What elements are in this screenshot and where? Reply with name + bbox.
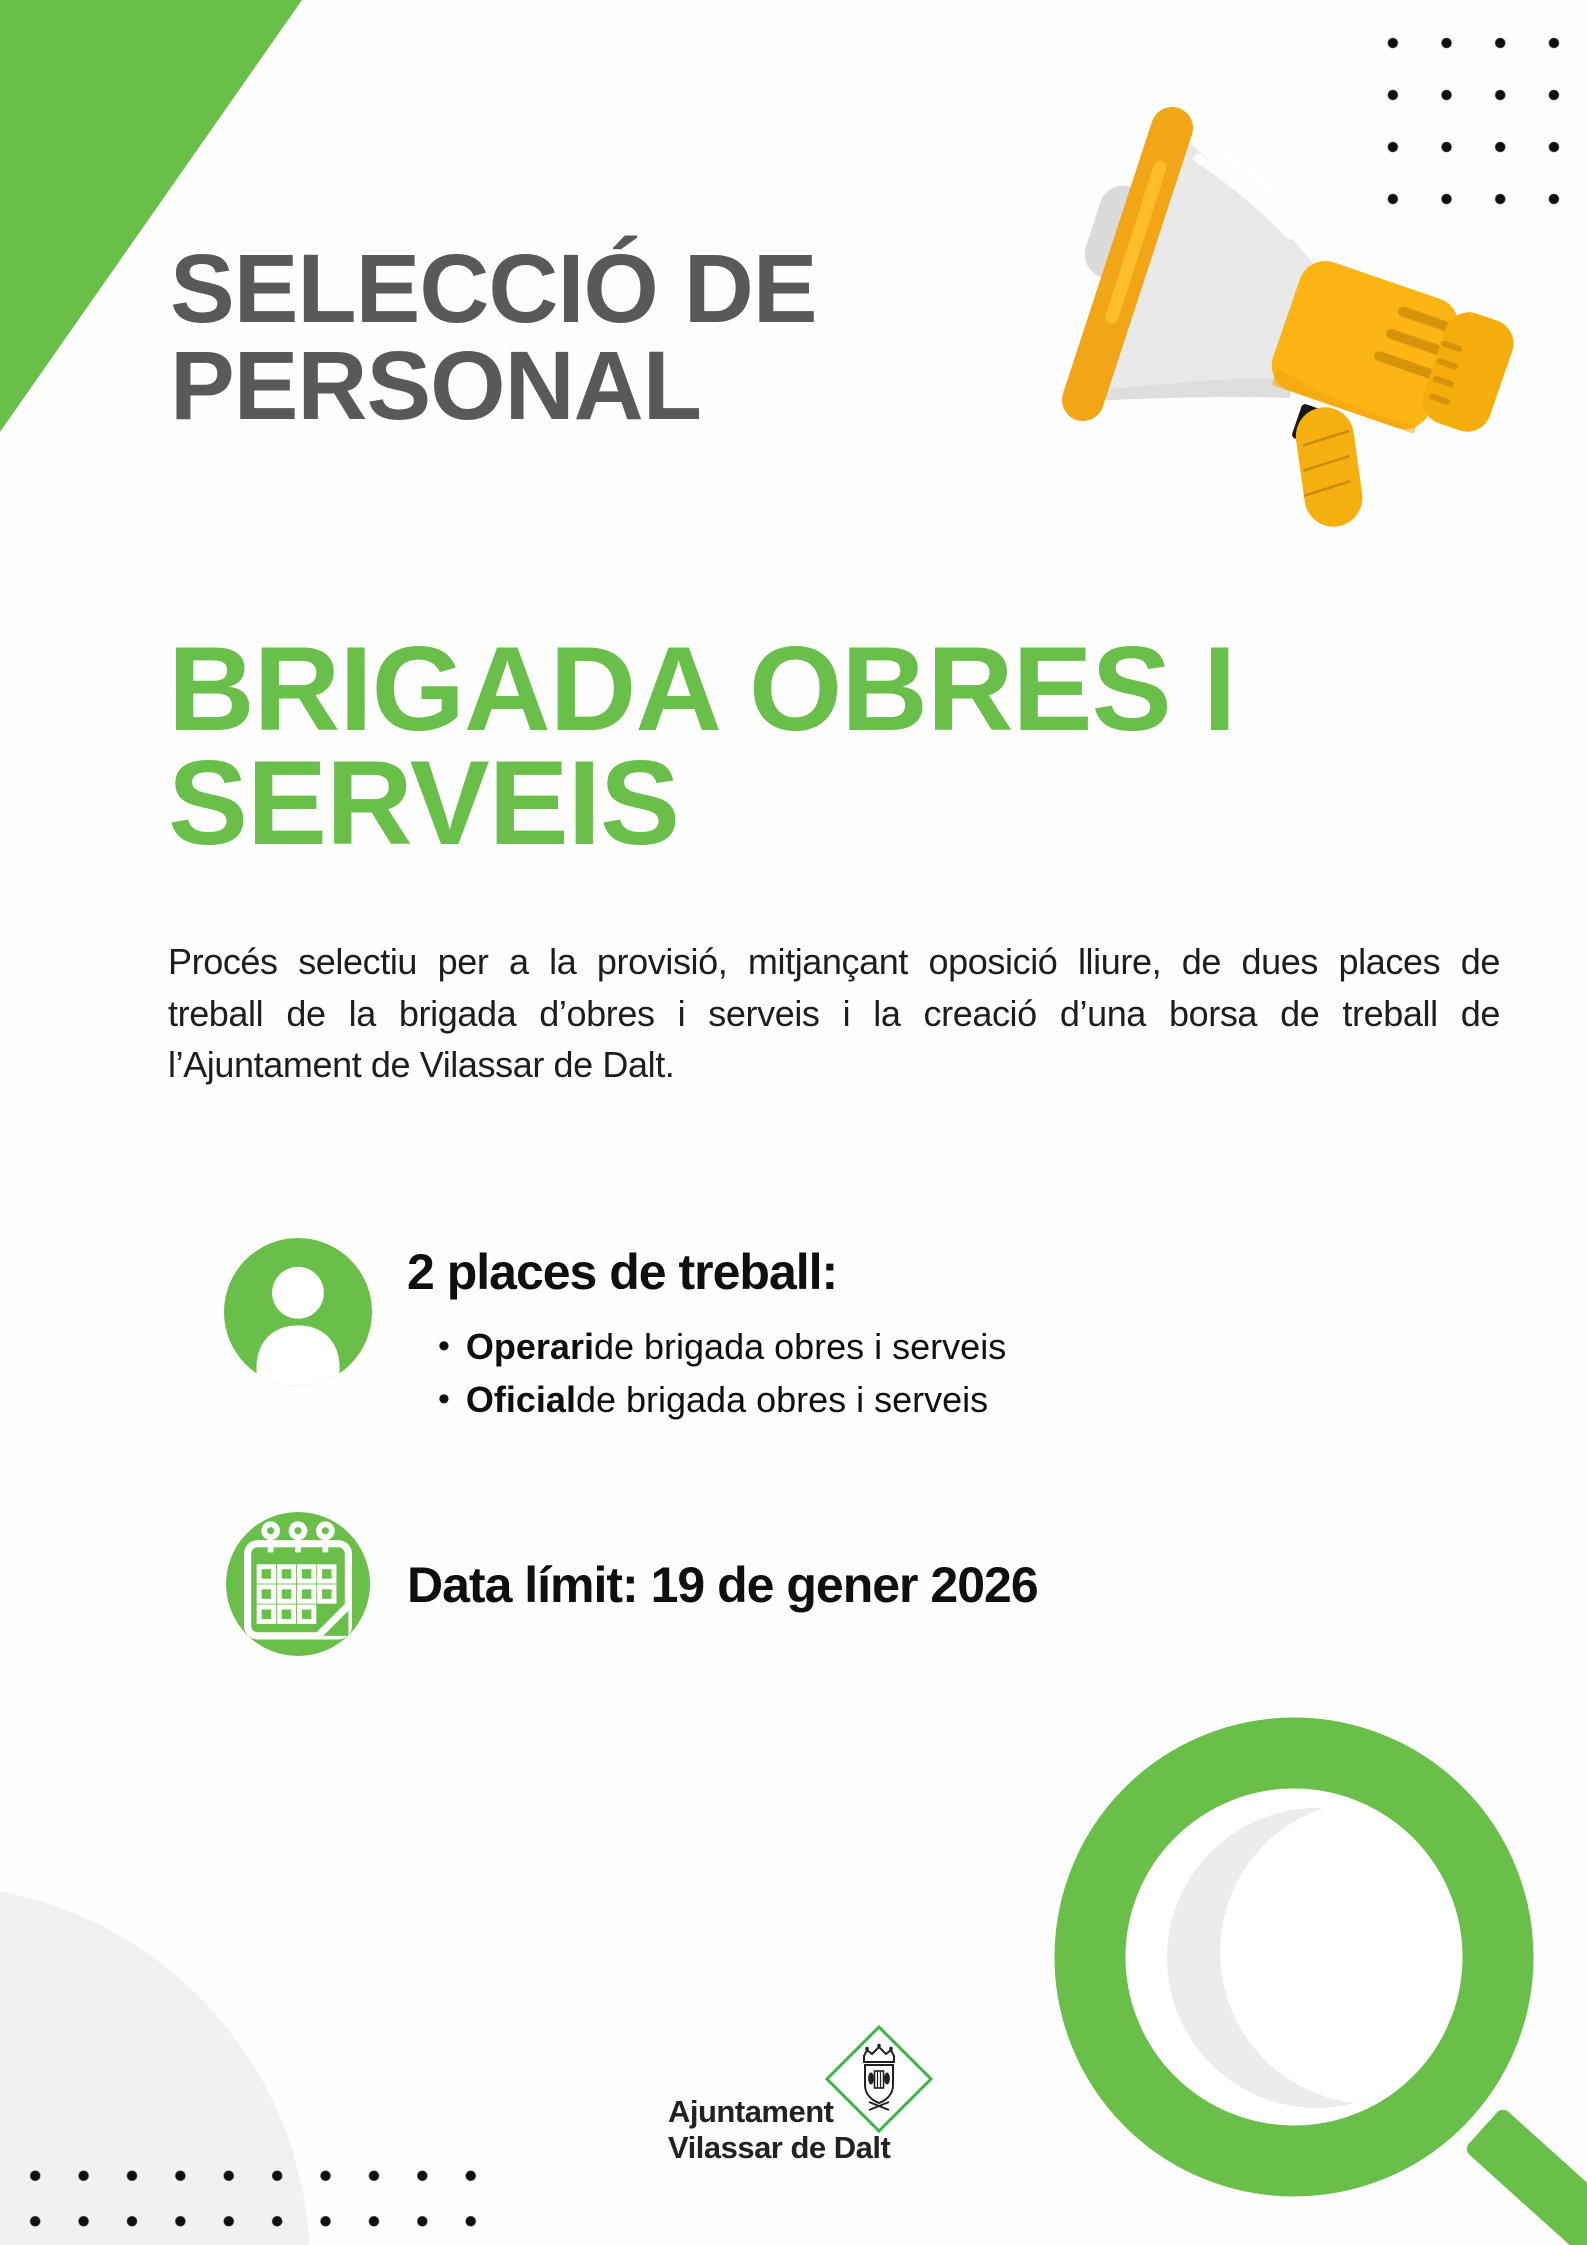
headline-line-2: SERVEIS xyxy=(168,736,680,870)
dots-grid-top-right xyxy=(1366,17,1581,225)
town-crest-icon xyxy=(821,2021,937,2137)
page-title xyxy=(168,622,1236,870)
position-description: de brigada obres i serveis xyxy=(593,1325,1007,1367)
intro-line-1: Procés selectiu per a la provisió, mitjançant oposició lliure, de dues places de xyxy=(168,941,1500,982)
intro-paragraph xyxy=(168,936,1500,1091)
position-role: Oficial xyxy=(465,1378,576,1420)
list-item xyxy=(438,1373,1006,1426)
deadline-label: Data límit: xyxy=(407,1557,638,1613)
intro-line-2: treball de la brigada d’obres i serveis i la creació d’una borsa de treball de xyxy=(168,992,1500,1034)
magnifying-glass-icon xyxy=(1040,1690,1587,2245)
headline-line-1: BRIGADA OBRES I xyxy=(168,622,1236,756)
position-description: de brigada obres i serveis xyxy=(575,1378,989,1420)
person-icon xyxy=(224,1238,372,1386)
kicker-line-2: PERSONAL xyxy=(170,331,701,440)
kicker-title xyxy=(170,234,817,440)
positions-heading: 2 places de treball: xyxy=(407,1244,838,1300)
positions-list xyxy=(438,1320,1006,1426)
deadline-date: 19 de gener 2026 xyxy=(637,1557,1038,1613)
bullet-icon: • xyxy=(438,1380,450,1418)
position-role: Operari xyxy=(465,1325,594,1367)
deadline-text xyxy=(407,1556,1038,1614)
dots-grid-bottom-left xyxy=(11,2153,495,2245)
calendar-icon xyxy=(226,1512,370,1656)
bullet-icon: • xyxy=(438,1327,450,1365)
kicker-line-1: SELECCIÓ DE xyxy=(170,234,817,343)
logo-line-2: Vilassar de Dalt xyxy=(668,2130,891,2165)
logo-line-1: Ajuntament xyxy=(668,2094,834,2129)
list-item xyxy=(438,1320,1006,1373)
intro-line-3: l’Ajuntament de Vilassar de Dalt. xyxy=(168,1044,675,1085)
